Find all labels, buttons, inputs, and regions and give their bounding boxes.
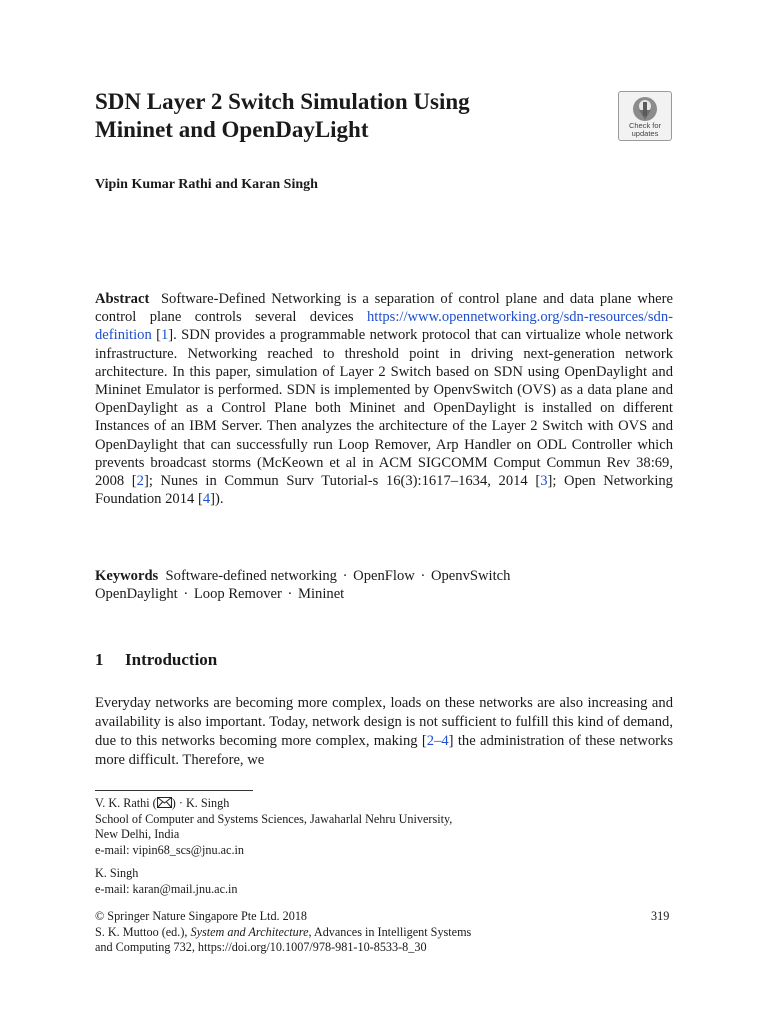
affiliation-line-2: School of Computer and Systems Sciences, Jawaharlal Nehru University,	[95, 811, 453, 826]
author-1-email: e-mail: vipin68_scs@jnu.ac.in	[95, 842, 244, 857]
ref-3-link[interactable]: 3	[540, 473, 548, 490]
title-line-1: SDN Layer 2 Switch Simulation Using	[95, 89, 470, 114]
abstract-text-f: ]).	[210, 491, 224, 508]
intro-text-b: ] the administration of these networks more difficult. Therefore, we	[95, 732, 673, 768]
section-title: Introduction	[125, 650, 218, 669]
author-1-name: V. K. Rathi (	[95, 796, 157, 810]
section-number: 1	[95, 650, 104, 669]
keyword-separator: ·	[287, 586, 293, 603]
abstract-label: Abstract	[95, 291, 150, 307]
keyword-item: Software-defined networking	[165, 568, 337, 584]
affiliation-line-5: K. Singh	[95, 866, 139, 880]
citation-series: , Advances in Intelligent Systems	[308, 924, 472, 939]
section-heading	[95, 650, 217, 670]
page-number: 319	[651, 909, 670, 923]
abstract-text-a: Software-Defined Networking is a separation of control plane and data plane where control plane controls several devices	[95, 291, 673, 326]
keyword-item: OpenvSwitch	[430, 568, 511, 584]
abstract	[95, 290, 673, 508]
author-2-name: ) · K. Singh	[171, 796, 230, 810]
citation-line-2: and Computing 732, https://doi.org/10.1007/978-981-10-8533-8_30	[95, 940, 427, 954]
ref-2-4-link[interactable]: 2–4	[426, 732, 449, 749]
keywords-line-2	[95, 585, 673, 603]
keywords-label: Keywords	[95, 568, 159, 584]
affiliation-line-1	[95, 796, 673, 812]
ref-4-link[interactable]: 4	[202, 491, 211, 508]
authors: Vipin Kumar Rathi and Karan Singh	[95, 177, 318, 192]
keyword-separator: ·	[183, 586, 189, 603]
copyright: © Springer Nature Singapore Pte Ltd. 2018	[95, 909, 308, 923]
title-line-2: Mininet and OpenDayLight	[95, 117, 369, 142]
keyword-item: OpenDaylight	[95, 586, 178, 603]
intro-paragraph	[95, 694, 673, 770]
keywords	[95, 567, 673, 603]
affiliation-block	[95, 796, 673, 897]
intro-text-a: Everyday networks are becoming more complex, loads on these networks are also increasing and availability is also important. Today, network design is not sufficient to fulfill this kind of demand, due to this networks becoming more complex, making [	[95, 695, 673, 749]
badge-label-1: Check for	[628, 121, 662, 130]
keyword-separator: ·	[420, 568, 426, 584]
keywords-line-1	[95, 567, 673, 585]
footer	[95, 909, 673, 956]
author-2-email: e-mail: karan@mail.jnu.ac.in	[95, 881, 238, 896]
mail-icon	[157, 797, 172, 808]
abstract-text-e: ]; Open Networking Foundation 2014 [	[95, 473, 673, 508]
check-for-updates-badge[interactable]	[618, 91, 672, 141]
keyword-separator: ·	[342, 568, 348, 584]
paper-title	[95, 88, 595, 144]
crossmark-icon	[632, 96, 658, 122]
footnote-divider	[95, 790, 253, 791]
abstract-text-b: [	[151, 327, 161, 344]
citation-editor: S. K. Muttoo (ed.),	[95, 924, 191, 939]
abstract-text-d: ]; Nunes in Commun Surv Tutorial-s 16(3):1617–1634, 2014 [	[143, 473, 541, 490]
keyword-item: OpenFlow	[353, 568, 415, 584]
abstract-text-c: ]. SDN provides a programmable network protocol that can virtualize whole network infrastructure. Networking reached to threshold point in driving next-generation network architecture. In this paper, simulation of Layer 2 Switch based on SDN using OpenDaylight and Mininet Emulator is performed. SDN is implemented by OpenvSwitch (OVS) as a data plane and OpenDaylight as a Control Plane both Mininet and OpenDaylight is installed on different Instances of an IBM Server. Then analyzes the architecture of the Layer 2 Switch with OVS and OpenDaylight that can successfully run Loop Remover, Arp Handler on ODL Controller which prevents broadcast storms (McKeown et al in ACM SIGCOMM Comput Commun Rev 38:69, 2008 [	[95, 327, 673, 490]
sdn-definition-link[interactable]: https://www.opennetworking.org/sdn-resources/sdn-definition	[95, 309, 673, 344]
spacer	[95, 858, 673, 866]
citation-line-1	[95, 925, 673, 941]
keyword-item: Mininet	[298, 586, 345, 603]
badge-label-2: updates	[631, 129, 659, 138]
citation-book-title: System and Architecture	[190, 924, 309, 939]
ref-1-link[interactable]: 1	[160, 327, 169, 344]
keyword-item: Loop Remover	[193, 586, 282, 603]
affiliation-line-3: New Delhi, India	[95, 827, 180, 841]
ref-2-link[interactable]: 2	[136, 473, 144, 490]
